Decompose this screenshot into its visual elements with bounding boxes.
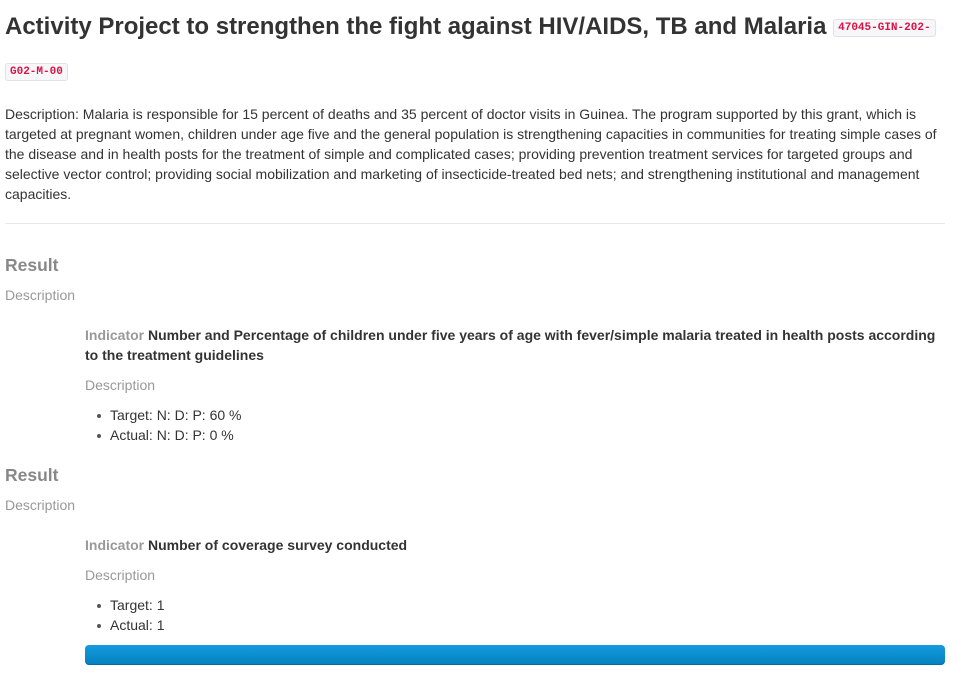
indicator-values-list — [85, 405, 945, 445]
target-value: Target: 1 — [110, 595, 945, 615]
indicator-block — [85, 535, 945, 665]
indicator-label: Indicator — [85, 327, 145, 343]
actual-value: Actual: 1 — [110, 615, 945, 635]
target-value: Target: N: D: P: 60 % — [110, 405, 945, 425]
indicator-label: Indicator — [85, 537, 145, 553]
result-section — [5, 255, 945, 445]
indicator-title-line — [85, 325, 945, 365]
result-heading: Result — [5, 255, 59, 275]
actual-value: Actual: N: D: P: 0 % — [110, 425, 945, 445]
indicator-title: Number of coverage survey conducted — [148, 537, 408, 553]
activity-title: Activity Project to strengthen the fight against HIV/AIDS, TB and Malaria — [5, 13, 827, 40]
page-title — [5, 0, 945, 93]
indicator-title: Number and Percentage of children under five years of age with fever/simple malaria treated in health posts according to the treatment guidelines — [85, 327, 936, 363]
result-section — [5, 465, 945, 665]
activity-code-badge: 47045-GIN-202-G02-M-00 — [5, 19, 936, 81]
indicator-values-list — [85, 595, 945, 635]
indicator-block — [85, 325, 945, 445]
activity-page — [5, 0, 945, 665]
indicator-title-line — [85, 535, 945, 555]
section-divider — [5, 223, 945, 224]
activity-description: Description: Malaria is responsible for 15 percent of deaths and 35 percent of doctor visits in Guinea. The program supported by this grant, which is targeted at pregnant women, children under age five and the general population is strengthening capacities in communities for treating simple cases of the disease and in health posts for the treatment of simple and complicated cases; providing prevention treatment services for targeted groups and selective vector control; providing social mobilization and marketing of insecticide-treated bed nets; and strengthening institutional and management capacities. — [5, 106, 937, 202]
indicator-description: Description — [85, 377, 156, 393]
result-description: Description — [5, 497, 76, 513]
result-description: Description — [5, 287, 76, 303]
indicator-description: Description — [85, 567, 156, 583]
result-heading: Result — [5, 465, 59, 485]
progress-bar — [85, 645, 945, 665]
